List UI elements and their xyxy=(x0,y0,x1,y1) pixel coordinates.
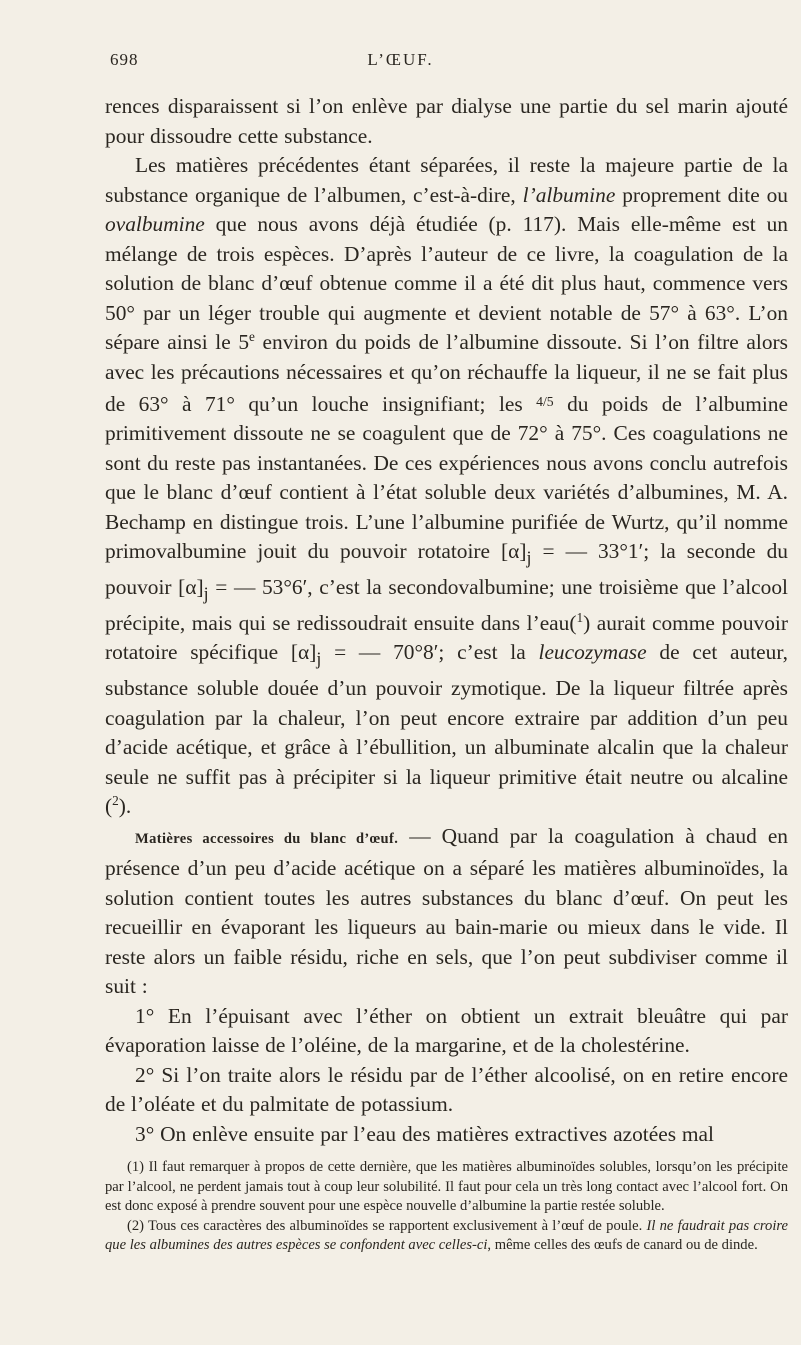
list-item: 2° Si l’on traite alors le résidu par de l’éther alcoolisé, on en retire encore de l’oléate et du palmitate de potassium. xyxy=(105,1062,788,1117)
text-run: ) aurait comme pouvoir rotatoire spécifique [α] xyxy=(105,610,788,665)
subscript: j xyxy=(203,583,209,604)
term-leucozymase: leucozymase xyxy=(538,640,647,665)
section-heading: Matières accessoires du blanc d’œuf. xyxy=(135,830,399,847)
text-run: = — 53°6′, c’est la secondovalbumine; une troisième que l’alcool précipite, mais qui se redissoudrait ensuite dans l’eau( xyxy=(105,575,788,635)
footnote-text: , même celles des œufs de canard ou de dinde. xyxy=(487,1237,758,1254)
text-run: = — 33°1′; la seconde du pouvoir [α] xyxy=(105,539,788,600)
superscript: e xyxy=(249,328,255,344)
text-run: Les matières précédentes étant séparées, il reste la majeure partie de la substance organique de l’albumen, c’est-à-dire, xyxy=(105,153,788,207)
footnote-mark: 2 xyxy=(131,1217,140,1234)
term-albumine: l’albumine xyxy=(522,182,616,207)
text-run: du poids de l’albumine primitivement dissoute ne se coagulent que de 72° à 75°. Ces coagulations ne sont du reste pas instantanées. De ces expériences nous avons conclu autrefois que le blanc d’œuf contient à l’état soluble deux variétés d’albumines, M. A. Bechamp en distingue trois. L’une l’albumine purifiée de Wurtz, qu’il nomme primovalbumine jouit du pouvoir rotatoire [α] xyxy=(105,391,788,564)
list-item: 3° On enlève ensuite par l’eau des matières extractives azotées mal xyxy=(135,1121,714,1146)
footnote-ref-2: 2 xyxy=(112,793,119,808)
text-run: = — 70°8′; c’est la xyxy=(321,640,539,665)
body-text xyxy=(105,92,788,1149)
paragraph-albumine xyxy=(105,151,788,822)
footnote-mark: 1 xyxy=(131,1159,140,1175)
footnote-text: Tous ces caractères des albuminoïdes se rapportent exclusivement à l’œuf de poule. xyxy=(144,1217,647,1234)
subscript: j xyxy=(526,547,532,568)
text-run: que nous avons déjà étudiée (p. 117). Mais elle-même est un mélange de trois espèces. D’après l’auteur de ce livre, la coagulation de la solution de blanc d’œuf obtenue comme il a été dit plus haut, commence vers 50° par un léger trouble qui augmente et devient notable de 57° à 63°. L’on sépare ainsi le 5 xyxy=(105,212,788,354)
footnote-2: (2) Tous ces caractères des albuminoïdes se rapportent exclusivement à l’œuf de poule. Il ne faudrait pas croire que les albumines des autres espèces se confondent avec celles-ci, même celles des œufs de canard ou de dinde. xyxy=(105,1217,789,1254)
paragraph-matieres-accessoires xyxy=(105,822,788,1002)
text-run: environ du poids de l’albumine dissoute. Si l’on filtre alors avec les précautions nécessaires et qu’on réchauffe la liqueur, il ne se fait plus de 63° à 71° qu’un louche insignifiant; les xyxy=(105,330,788,416)
paragraph-continuation: rences disparaissent si l’on enlève par dialyse une partie du sel marin ajouté pour dissoudre cette substance. xyxy=(105,94,788,148)
running-title: L’ŒUF. xyxy=(367,50,434,69)
text-run: — Quand par la coagulation à chaud en présence d’un peu d’acide acétique on a séparé les matières albuminoïdes, la solution contient toutes les autres substances du blanc d’œuf. On peut les recueillir en évaporant les liqueurs au bain-marie ou mieux dans le vide. Il reste alors un faible résidu, riche en sels, que l’on peut subdiviser comme il suit : xyxy=(105,823,789,999)
running-head xyxy=(110,50,691,74)
footnote-emphasis: Il ne faudrait pas croire que les albumines des autres espèces se confondent avec celles-ci xyxy=(105,1217,789,1254)
text-run: proprement dite ou xyxy=(615,182,788,207)
fraction: 4/5 xyxy=(536,394,554,409)
text-run: ). xyxy=(118,794,132,819)
footnote-1: (1) Il faut remarquer à propos de cette dernière, que les matières albuminoïdes solubles, lorsqu’on les précipite par l’alcool, ne perdent jamais tout à coup leur solubilité. Il faut pour cela un très long contact avec l’alcool fort. On est donc exposé à prendre souvent pour une espèce nouvelle d’albumine la partie restée soluble. xyxy=(105,1159,788,1215)
footnote-text: Il faut remarquer à propos de cette dernière, que les matières albuminoïdes solubles, lorsqu’on les précipite par l’alcool, ne perdent jamais tout à coup leur solubilité. Il faut pour cela un très long contact avec l’alcool fort. On est donc exposé à prendre souvent pour une espèce nouvelle d’albumine la partie restée soluble. xyxy=(105,1159,788,1215)
footnotes xyxy=(105,1158,788,1256)
footnote-ref-1: 1 xyxy=(576,609,584,625)
subscript: j xyxy=(316,648,322,669)
text-run: de cet auteur, substance soluble douée d’un pouvoir zymotique. De la liqueur filtrée après coagulation par la chaleur, l’on peut encore extraire par addition d’un peu d’acide acétique, et grâce à l’ébullition, un albuminate alcalin que la chaleur seule ne suffit pas à précipiter si la liqueur primitive était neutre ou alcaline ( xyxy=(105,640,788,819)
page-number: 698 xyxy=(110,50,139,69)
list-item: 1° En l’épuisant avec l’éther on obtient un extrait bleuâtre qui par évaporation laisse de l’oléine, de la margarine, et de la cholestérine. xyxy=(105,1003,788,1058)
term-ovalbumine: ovalbumine xyxy=(105,212,205,236)
